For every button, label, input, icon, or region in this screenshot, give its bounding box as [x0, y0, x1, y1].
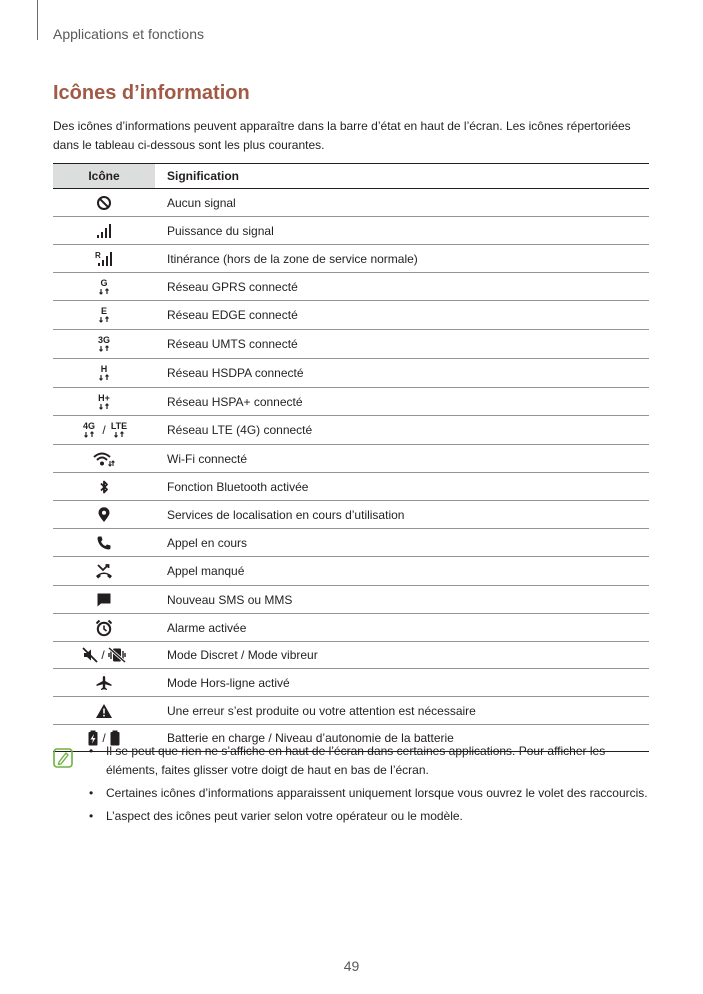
row-meaning: Réseau HSPA+ connecté: [167, 394, 303, 409]
table-row: [53, 501, 649, 529]
page-number: 49: [343, 958, 360, 974]
icon-separator: /: [102, 423, 106, 437]
wifi-icon: [53, 451, 155, 467]
section-header: Applications et fonctions: [53, 26, 204, 42]
mute-vibrate-icon: [53, 647, 155, 663]
note-text: Il se peut que rien ne s’affiche en haut de l’écran dans certaines applications. Pour afficher les éléments, faites glisser votre doigt de haut en bas de l’écran.: [106, 744, 606, 777]
hspa-plus-icon: [53, 393, 155, 411]
table-row: [53, 557, 649, 586]
table-row: [53, 473, 649, 501]
row-meaning: Réseau EDGE connecté: [167, 308, 298, 322]
call-icon: [53, 535, 155, 551]
row-meaning: Réseau UMTS connecté: [167, 337, 298, 351]
table-row: [53, 445, 649, 473]
warning-icon: [53, 703, 155, 719]
row-meaning: Réseau HSDPA connecté: [167, 366, 304, 380]
table-row: [53, 669, 649, 697]
svg-text:LTE: LTE: [110, 421, 127, 431]
icon-separator: /: [102, 731, 106, 745]
page-heading: Icônes d’information: [53, 82, 250, 104]
row-meaning: Services de localisation en cours d’utilisation: [167, 507, 405, 522]
row-meaning: Appel en cours: [167, 535, 248, 550]
note-item: [89, 742, 653, 780]
header-icon-column: Icône: [53, 164, 155, 188]
alarm-icon: [53, 619, 155, 637]
note-item: [89, 807, 653, 826]
table-row: [53, 245, 649, 273]
gprs-icon: [53, 278, 155, 296]
row-meaning: Mode Discret / Mode vibreur: [167, 648, 318, 662]
table-row: [53, 301, 649, 330]
edge-icon: [53, 306, 155, 324]
table-row: [53, 189, 649, 217]
bullet: •: [89, 744, 94, 758]
icons-table: [53, 163, 649, 752]
header-rule: [37, 0, 38, 40]
bullet: •: [89, 809, 94, 823]
table-body: [53, 189, 649, 751]
umts-icon: [53, 335, 155, 353]
svg-text:H: H: [100, 364, 108, 374]
hsdpa-icon: [53, 364, 155, 382]
row-meaning: Batterie en charge / Niveau d’autonomie de la batterie: [167, 731, 454, 745]
row-meaning: Mode Hors-ligne activé: [167, 675, 290, 690]
row-meaning: Alarme activée: [167, 620, 247, 635]
note-icon: [53, 748, 73, 768]
table-row: [53, 697, 649, 725]
svg-text:H+: H+: [98, 392, 110, 403]
row-meaning: Réseau LTE (4G) connecté: [167, 423, 313, 437]
notes-list: [53, 742, 653, 826]
table-row: [53, 217, 649, 245]
table-row: [53, 416, 649, 445]
notes-section: [53, 742, 653, 830]
row-meaning: Wi-Fi connecté: [167, 451, 248, 466]
message-icon: [53, 592, 155, 608]
row-meaning: Réseau GPRS connecté: [167, 279, 298, 294]
bullet: •: [89, 786, 94, 800]
table-row: [53, 642, 649, 669]
table-row: [53, 529, 649, 557]
signal-strength-icon: [53, 223, 155, 239]
bluetooth-icon: [53, 479, 155, 495]
no-signal-icon: [53, 195, 155, 211]
note-text: Certaines icônes d’informations apparaissent uniquement lorsque vous ouvrez le volet des raccourcis.: [106, 786, 648, 800]
note-item: [89, 784, 653, 803]
row-meaning: Une erreur s’est produite ou votre attention est nécessaire: [167, 703, 476, 718]
header-meaning-column: Signification: [167, 169, 239, 183]
row-meaning: Aucun signal: [167, 195, 236, 210]
roaming-icon: [53, 251, 155, 267]
svg-text:E: E: [100, 306, 108, 316]
svg-text:R: R: [95, 250, 101, 260]
row-meaning: Itinérance (hors de la zone de service normale): [167, 251, 418, 266]
row-meaning: Puissance du signal: [167, 223, 274, 238]
lte-icon: [53, 421, 155, 439]
row-meaning: Fonction Bluetooth activée: [167, 479, 309, 494]
row-meaning: Appel manqué: [167, 564, 245, 578]
location-icon: [53, 507, 155, 523]
row-meaning: Nouveau SMS ou MMS: [167, 592, 293, 607]
table-row: [53, 359, 649, 388]
table-row: [53, 330, 649, 359]
svg-text:G: G: [100, 277, 108, 288]
table-row: [53, 614, 649, 642]
svg-text:4G: 4G: [83, 421, 96, 431]
missed-call-icon: [53, 563, 155, 579]
airplane-icon: [53, 675, 155, 691]
intro-paragraph: Des icônes d’informations peuvent apparaître dans la barre d’état en haut de l’écran. Les icônes répertoriées dans le tableau ci-dessous sont les plus courantes.: [53, 119, 631, 152]
table-row: [53, 586, 649, 614]
table-row: [53, 388, 649, 416]
table-header: [53, 164, 649, 189]
svg-text:3G: 3G: [97, 335, 111, 345]
note-text: L’aspect des icônes peut varier selon votre opérateur ou le modèle.: [106, 809, 463, 823]
icon-separator: /: [101, 648, 105, 662]
table-row: [53, 273, 649, 301]
